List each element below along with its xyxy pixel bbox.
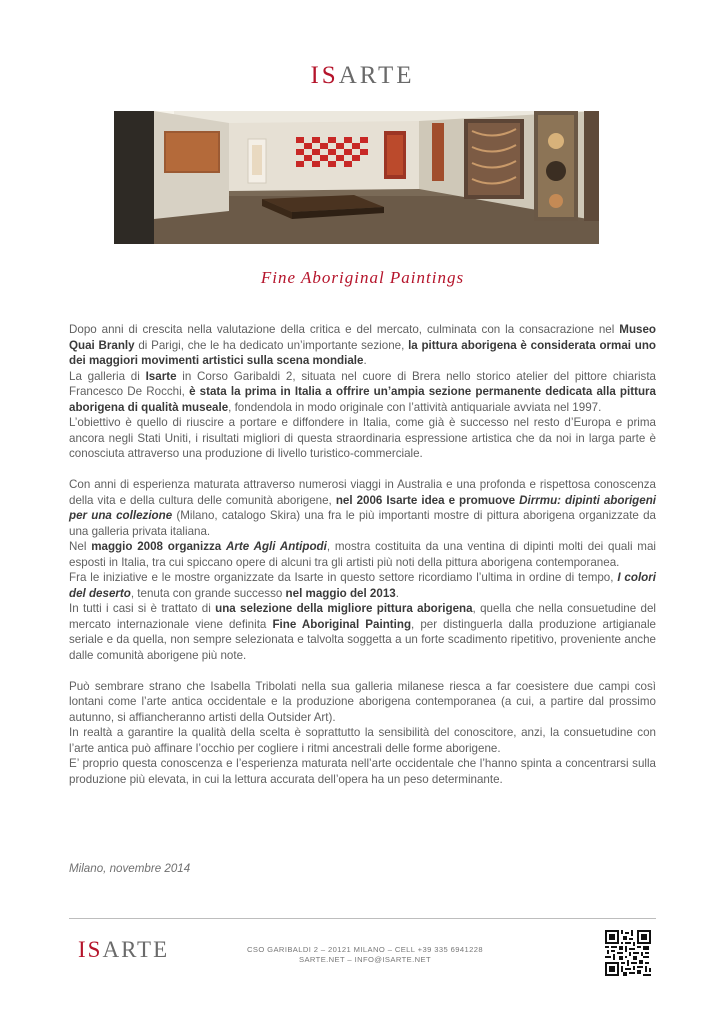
footer-logo-rest: ARTE bbox=[102, 937, 170, 962]
paragraph-8: Può sembrare strano che Isabella Tribolati nella sua galleria milanese riesca a far coesistere due campi così lontani come l’arte antica occidentale e la produzione aborigena contemporanea (a cui, a partire dal prossimo autunno, si affiancheranno artisti della Outsider Art). bbox=[69, 679, 656, 724]
paragraph-2 bbox=[69, 369, 656, 416]
header-logo-red: IS bbox=[310, 62, 339, 89]
bold-italic-span: I colori del deserto bbox=[69, 571, 656, 600]
address-line-1: CSO GARIBALDI 2 – 20121 MILANO – CELL +39 335 6941228 bbox=[247, 945, 483, 954]
paragraph-gap bbox=[69, 663, 656, 679]
paragraph-4 bbox=[69, 477, 656, 539]
bold-italic-span: Dirrmu: dipinti aborigeni per una collezione bbox=[69, 493, 657, 522]
header-logo-rest: ARTE bbox=[338, 62, 415, 89]
document-title: Fine Aboriginal Paintings bbox=[260, 268, 465, 287]
bold-span: la pittura aborigena è considerata ormai uno dei maggiori movimenti artistici sulla scena mondiale bbox=[69, 338, 657, 367]
text-span: . bbox=[363, 354, 367, 367]
bold-span: una selezione della migliore pittura aborigena bbox=[215, 602, 473, 615]
footer-divider bbox=[69, 918, 656, 919]
text-span: Fra le iniziative e le mostre organizzate da Isarte in questo settore ricordiamo l’ultima in ordine di tempo, bbox=[69, 571, 618, 584]
bold-span: nel 2006 Isarte idea e promuove bbox=[335, 493, 520, 507]
text-span: . bbox=[395, 586, 399, 600]
paragraph-9: In realtà a garantire la qualità della scelta è soprattutto la sensibilità del conoscitore, anzi, la consuetudine con l’arte antica può affinare l’occhio per cogliere i ritmi ancestrali delle forme aborigene. bbox=[69, 726, 656, 755]
text-span: Con anni di esperienza maturata attraverso numerosi viaggi in Australia e una profonda e rispettosa conoscenza della vita e della cultura delle comunità aborigene, bbox=[69, 478, 656, 507]
body-text bbox=[69, 322, 656, 787]
text-span: , fondendola in modo originale con l’attività antiquariale avviata nel 1997. bbox=[228, 400, 602, 414]
bold-span: maggio 2008 organizza bbox=[91, 540, 227, 553]
paragraph-10: E’ proprio questa conoscenza e l’esperienza maturata nell’arte occidentale che l’hanno spinta a concentrarsi sulla produzione più elevata, in cui la lettura accurata dell’opera ha un peso determinante. bbox=[69, 757, 656, 786]
bold-span: nel maggio del 2013 bbox=[285, 586, 396, 600]
paragraph-1 bbox=[69, 322, 656, 369]
paragraph-6 bbox=[69, 570, 656, 601]
bold-span: Fine Aboriginal Painting bbox=[272, 617, 412, 631]
footer-logo-red: IS bbox=[78, 937, 103, 962]
text-span: Dopo anni di crescita nella valutazione della critica e del mercato, culminata con la consacrazione nel bbox=[69, 323, 620, 336]
bold-span: Isarte bbox=[145, 369, 177, 383]
paragraph-5 bbox=[69, 539, 656, 570]
header-logo bbox=[0, 62, 725, 90]
text-span: Nel bbox=[69, 540, 92, 553]
footer-logo bbox=[78, 937, 169, 963]
bold-span: è stata la prima in Italia a offrire un’ampia sezione permanente dedicata alla pittura aborigena di qualità museale bbox=[69, 385, 656, 414]
gallery-photo bbox=[114, 111, 599, 244]
paragraph-7 bbox=[69, 601, 656, 663]
text-span: , quella che nella consuetudine del mercato internazionale viene definita bbox=[69, 602, 656, 631]
text-span: di Parigi, che le ha dedicato un’importante sezione, bbox=[134, 338, 409, 352]
text-span: , per distinguerla dalla produzione artigianale seriale e da quella, non sempre selezionata e talvolta soggetta a un forte scadimento ripetitivo, proveniente anche dalle comunità aborigene più note. bbox=[69, 617, 656, 662]
text-span: (Milano, catalogo Skira) una fra le più importanti mostre di pittura aborigena organizzate da una galleria privata italiana. bbox=[69, 509, 656, 538]
footer-address bbox=[220, 945, 510, 965]
paragraph-3: L’obiettivo è quello di riuscire a portare e diffondere in Italia, come già è successo nel resto d’Europa e prima ancora negli Stati Uniti, i risultati migliori di questa straordinaria espressione artistica che da noi in larga parte è conosciuta attraverso una produzione di livello turistico-commerciale. bbox=[69, 416, 656, 460]
address-line-2: SARTE.NET – INFO@ISARTE.NET bbox=[298, 955, 432, 964]
text-span: La galleria di bbox=[69, 369, 146, 383]
paragraph-gap bbox=[69, 462, 656, 478]
signature-date: Milano, novembre 2014 bbox=[69, 862, 191, 875]
text-span: In tutti i casi si è trattato di bbox=[69, 602, 216, 615]
text-span: , tenuta con grande successo bbox=[130, 586, 286, 600]
bold-span: Museo Quai Branly bbox=[69, 323, 656, 352]
bold-italic-span: Arte Agli Antipodi bbox=[226, 540, 327, 553]
text-span: , mostra costituita da una ventina di dipinti molti dei quali mai esposti in Italia, tra cui spiccano opere di alcuni tra gli artisti più noti della pittura aborigena contemporanea. bbox=[69, 540, 656, 569]
text-span: in Corso Garibaldi 2, situata nel cuore di Brera nello storico atelier del pittore chiarista Francesco De Rocchi, bbox=[69, 369, 656, 398]
qr-code-icon bbox=[605, 930, 651, 976]
